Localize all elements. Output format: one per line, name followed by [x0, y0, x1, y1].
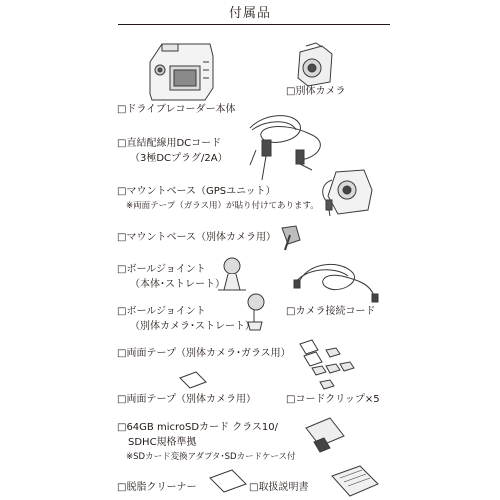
item-separate-camera-label: □別体カメラ — [286, 86, 346, 97]
gps-mount-illustration — [323, 170, 372, 216]
item-camera-mount-label: □マウントベース（別体カメラ用） — [117, 232, 276, 243]
tape-glass-illustration — [300, 340, 322, 366]
separate-camera-illustration — [298, 43, 332, 86]
item-ball-joint-camera-sub: （別体カメラ･ストレート） — [130, 321, 255, 332]
item-microsd-note: ※SDカード変換アダプタ･SDカードケース付 — [126, 452, 296, 462]
item-ball-joint-camera-label: □ボールジョイント — [117, 306, 206, 317]
camera-mount-illustration — [282, 226, 300, 250]
microsd-card-illustration — [306, 418, 344, 452]
item-gps-mount-note: ※両面テープ（ガラス用）が貼り付けてあります。 — [126, 201, 319, 211]
dc-cord-illustration — [250, 116, 320, 180]
drive-recorder-illustration — [150, 44, 213, 100]
item-dc-cord-sub: （3極DCプラグ/2A） — [130, 153, 228, 164]
camera-cord-illustration — [294, 264, 378, 302]
manual-illustration — [332, 466, 378, 496]
item-gps-mount-label: □マウントベース（GPSユニット） — [117, 186, 276, 197]
item-camera-cord-label: □カメラ接続コード — [286, 306, 376, 317]
page-title: 付属品 — [228, 6, 271, 21]
item-ball-joint-body-label: □ボールジョイント — [117, 264, 206, 275]
item-microsd-label: □64GB microSDカード クラス10/ — [117, 422, 279, 433]
item-drive-recorder-label: □ドライブレコーダー本体 — [117, 104, 236, 115]
item-tape-camera-label: □両面テープ（別体カメラ用） — [117, 394, 256, 405]
item-tape-glass-label: □両面テープ（別体カメラ･ガラス用） — [117, 348, 291, 359]
cleaner-illustration — [210, 470, 246, 492]
item-ball-joint-body-sub: （本体･ストレート） — [130, 279, 225, 290]
item-manual-label: □取扱説明書 — [249, 482, 309, 493]
tape-camera-illustration — [180, 372, 206, 388]
item-cord-clip-label: □コードクリップ×5 — [286, 394, 380, 405]
cord-clip-illustration — [312, 348, 354, 389]
item-cleaner-label: □脱脂クリーナー — [117, 482, 197, 493]
item-dc-cord-label: □直結配線用DCコード — [117, 138, 222, 149]
item-microsd-sub: SDHC規格準拠 — [128, 437, 197, 448]
